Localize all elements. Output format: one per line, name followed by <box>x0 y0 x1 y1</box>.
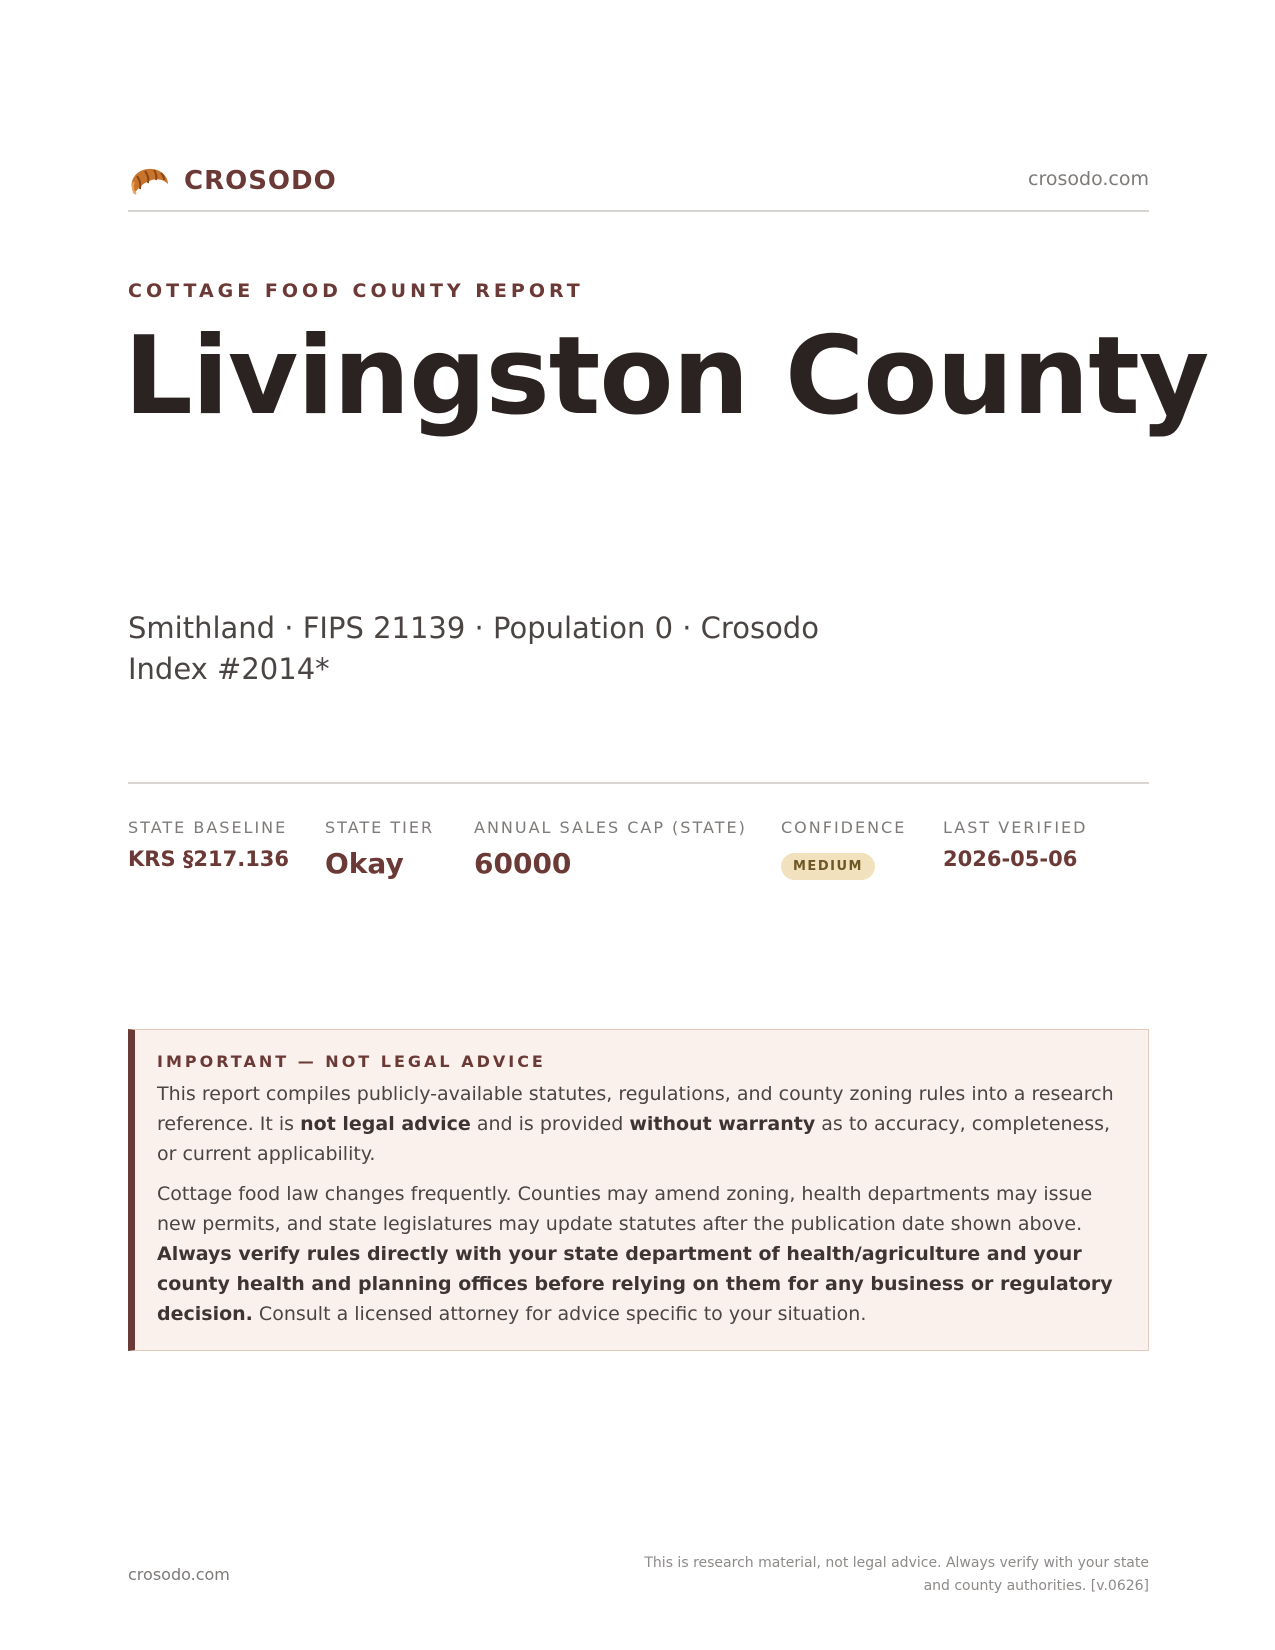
notice-title: IMPORTANT — NOT LEGAL ADVICE <box>157 1052 546 1071</box>
footer-disclaimer-line: and county authorities. [v.0626] <box>923 1578 1149 1594</box>
stat-label: ANNUAL SALES CAP (STATE) <box>474 818 747 837</box>
stat-last-verified <box>943 818 1087 871</box>
stat-annual-sales-cap <box>474 818 747 880</box>
section-divider <box>128 782 1149 784</box>
county-title: Livingston County <box>124 314 1209 439</box>
report-eyebrow: COTTAGE FOOD COUNTY REPORT <box>128 280 584 302</box>
notice-emphasis: Always verify rules directly with your state department of health/agriculture and your county health and planning offices before relying on them for any business or regulatory decision. <box>157 1243 1113 1325</box>
croissant-icon <box>128 162 170 198</box>
notice-paragraph <box>157 1179 1120 1329</box>
footer-disclaimer-line: This is research material, not legal advice. Always verify with your state <box>644 1555 1149 1571</box>
notice-text: as to accuracy, completeness, or current applicability. <box>157 1113 1111 1165</box>
notice-paragraph <box>157 1079 1120 1169</box>
notice-text: Cottage food law changes frequently. Counties may amend zoning, health departments may issue new permits, and state legislatures may update statutes after the publication date shown above. <box>157 1183 1093 1235</box>
notice-emphasis: without warranty <box>629 1113 816 1135</box>
stat-label: CONFIDENCE <box>781 818 907 837</box>
brand-name: CROSODO <box>184 166 337 196</box>
stat-value: Okay <box>325 847 404 880</box>
report-page <box>124 0 1209 1650</box>
stat-state-tier <box>325 818 434 880</box>
notice-text: This report compiles publicly-available statutes, regulations, and county zoning rules into a research reference. It is <box>157 1083 1114 1135</box>
stat-label: LAST VERIFIED <box>943 818 1088 837</box>
legal-notice <box>128 1029 1149 1351</box>
footer-site-link[interactable]: crosodo.com <box>128 1565 230 1584</box>
brand-header <box>128 160 1149 200</box>
stat-value: KRS §217.136 <box>128 847 290 871</box>
notice-text: and is provided <box>470 1113 630 1135</box>
stat-state-baseline <box>128 818 289 871</box>
stat-confidence <box>781 818 906 880</box>
county-subtitle: Smithland · FIPS 21139 · Population 0 · Crosodo Index #2014* <box>128 611 819 686</box>
site-link[interactable]: crosodo.com <box>1028 168 1149 190</box>
footer-disclaimer <box>589 1552 1149 1598</box>
stat-value: 2026-05-06 <box>943 847 1078 871</box>
notice-text: Consult a licensed attorney for advice specific to your situation. <box>252 1303 867 1325</box>
stat-label: STATE BASELINE <box>128 818 288 837</box>
stat-value: 60000 <box>474 847 572 880</box>
confidence-badge: MEDIUM <box>781 853 875 880</box>
stat-label: STATE TIER <box>325 818 435 837</box>
notice-emphasis: not legal advice <box>300 1113 471 1135</box>
header-divider <box>128 210 1149 212</box>
